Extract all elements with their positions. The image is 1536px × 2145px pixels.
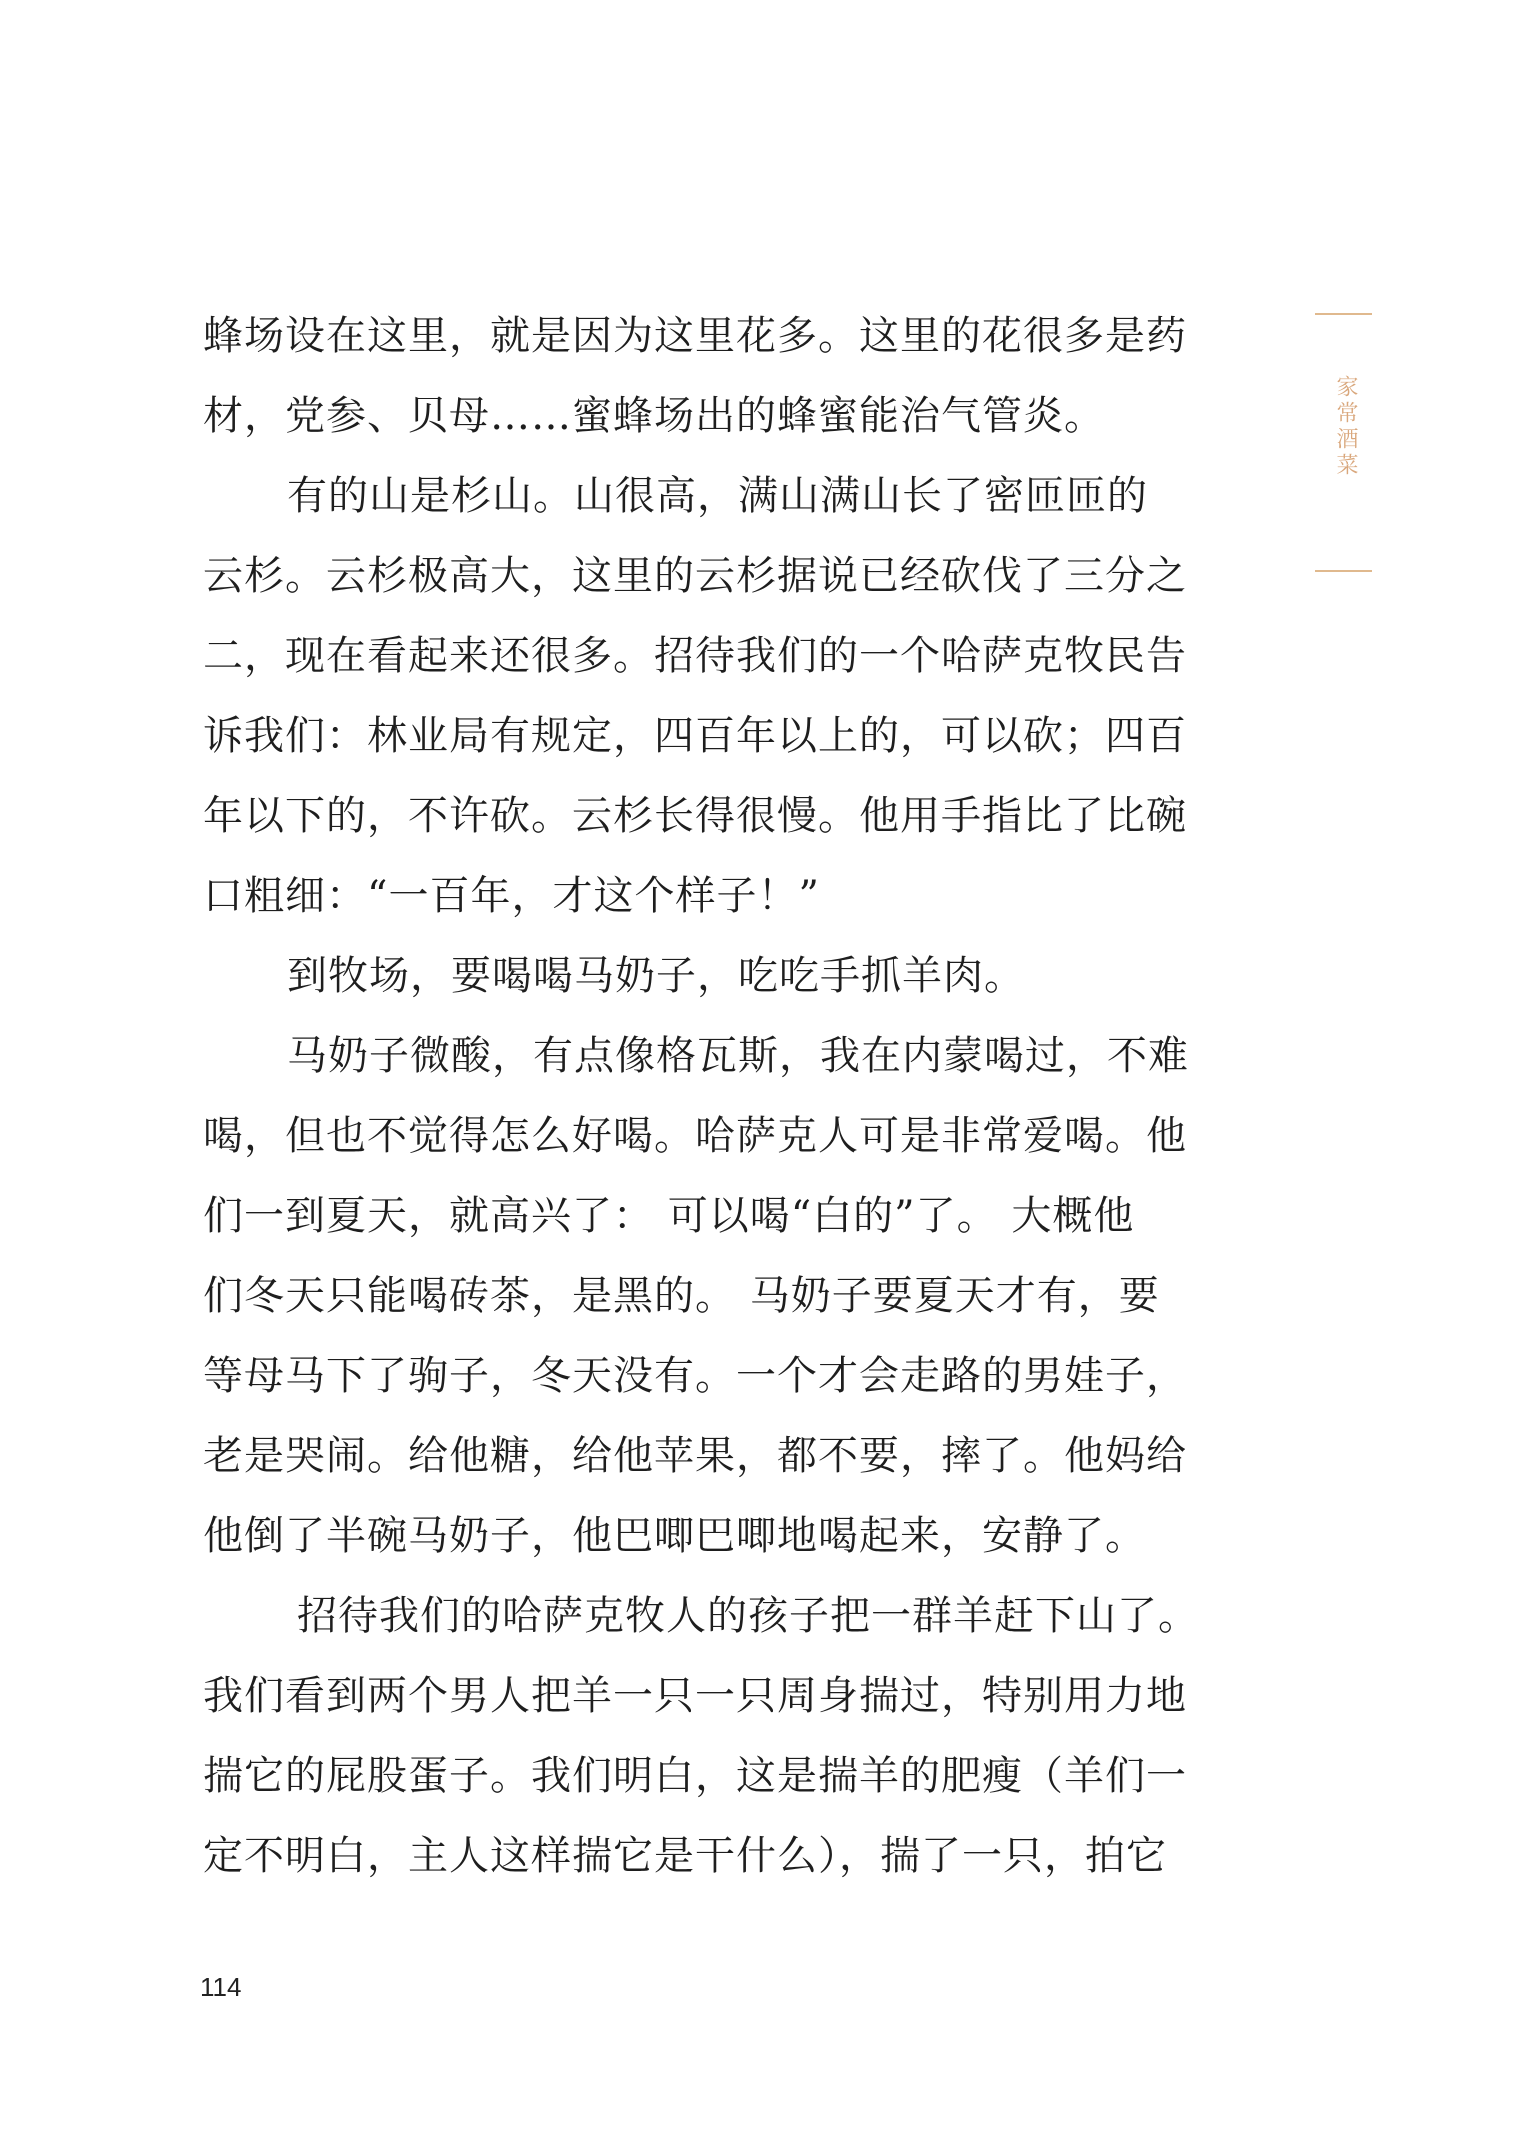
text-line: 蜂场设在这里，就是因为这里花多。这里的花很多是药 — [203, 313, 1187, 359]
side-rule-top — [1315, 313, 1372, 315]
text-line: 口粗细：“一百年，才这个样子！” — [203, 873, 820, 919]
text-line: 马奶子微酸，有点像格瓦斯，我在内蒙喝过，不难 — [287, 1033, 1189, 1079]
text-line: 年以下的，不许砍。云杉长得很慢。他用手指比了比碗 — [203, 793, 1187, 839]
text-line: 揣它的屁股蛋子。我们明白，这是揣羊的肥瘦（羊们一 — [203, 1753, 1187, 1799]
text-line: 诉我们：林业局有规定，四百年以上的，可以砍；四百 — [203, 713, 1187, 759]
text-line: 到牧场，要喝喝马奶子，吃吃手抓羊肉。 — [287, 953, 1025, 999]
text-line: 云杉。云杉极高大，这里的云杉据说已经砍伐了三分之 — [203, 553, 1187, 599]
text-line: 二，现在看起来还很多。招待我们的一个哈萨克牧民告 — [203, 633, 1187, 679]
text-line: 等母马下了驹子，冬天没有。一个才会走路的男娃子， — [203, 1353, 1187, 1399]
text-line: 材，党参、贝母……蜜蜂场出的蜂蜜能治气管炎。 — [203, 393, 1105, 439]
text-line: 有的山是杉山。山很高，满山满山长了密匝匝的 — [287, 473, 1148, 519]
side-rule-bottom — [1315, 570, 1372, 572]
text-line: 们冬天只能喝砖茶，是黑的。 马奶子要夏天才有，要 — [203, 1273, 1160, 1319]
running-title: 家常酒菜 — [1333, 375, 1358, 479]
text-line: 喝，但也不觉得怎么好喝。哈萨克人可是非常爱喝。他 — [203, 1113, 1187, 1159]
text-line: 老是哭闹。给他糖，给他苹果，都不要，摔了。他妈给 — [203, 1433, 1187, 1479]
text-line: 我们看到两个男人把羊一只一只周身揣过，特别用力地 — [203, 1673, 1187, 1719]
text-line: 招待我们的哈萨克牧人的孩子把一群羊赶下山了。 — [297, 1593, 1199, 1639]
text-line: 定不明白，主人这样揣它是干什么），揣了一只，拍它 — [203, 1833, 1167, 1879]
body-text — [203, 306, 1199, 1906]
text-line: 他倒了半碗马奶子，他巴唧巴唧地喝起来，安静了。 — [203, 1513, 1146, 1559]
text-line: 们一到夏天，就高兴了： 可以喝“白的”了。 大概他 — [203, 1193, 1135, 1239]
page-number: 114 — [200, 1972, 242, 2002]
